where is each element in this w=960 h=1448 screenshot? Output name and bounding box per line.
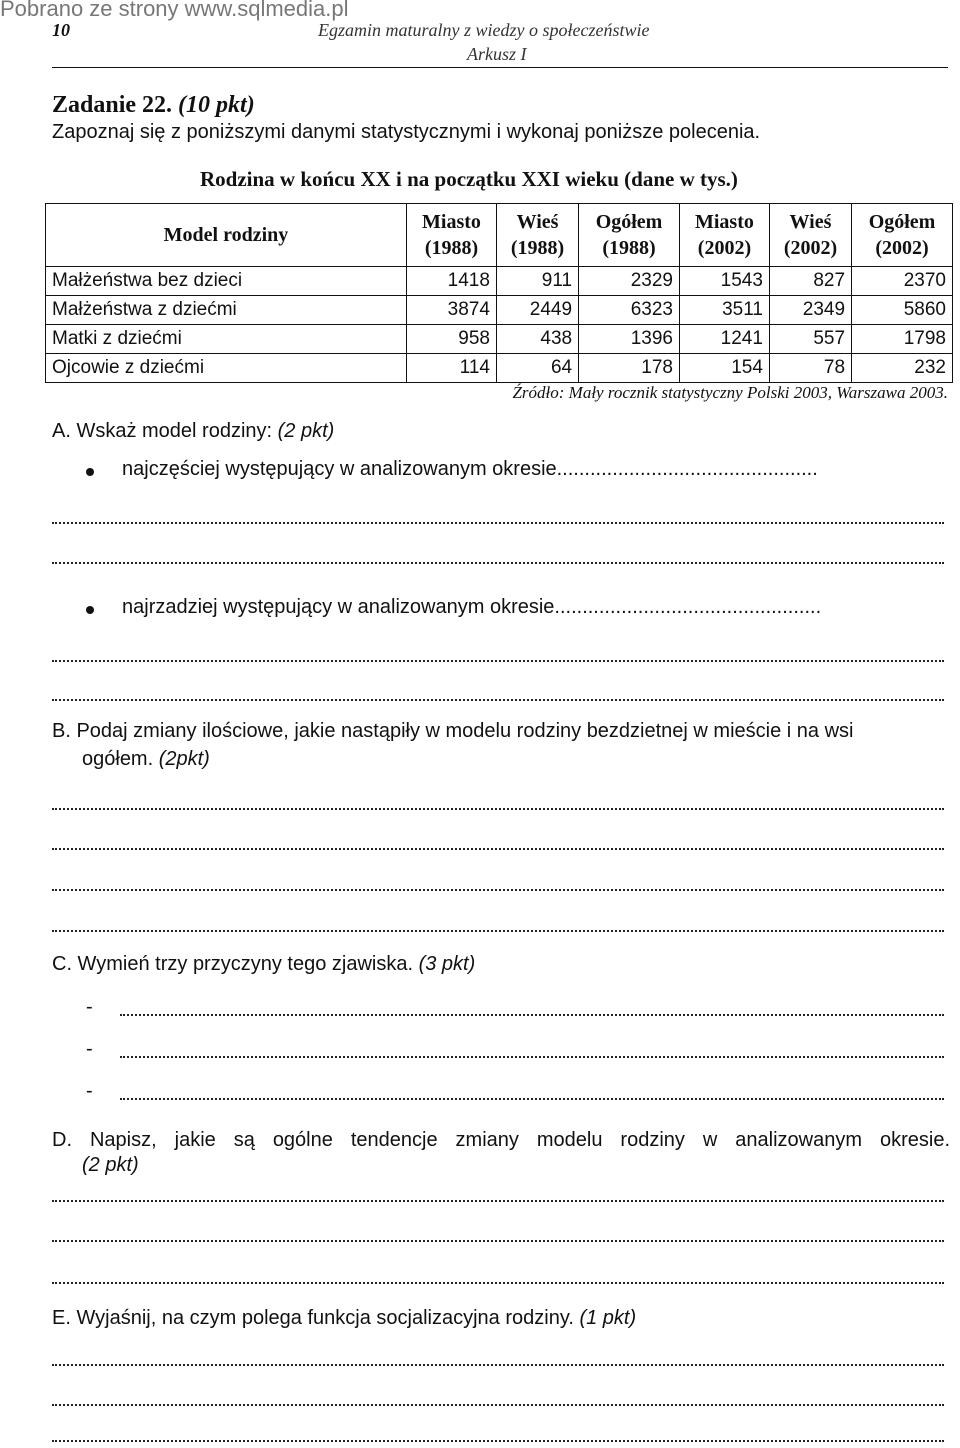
task-heading xyxy=(52,92,255,119)
question-b-points: (2pkt) xyxy=(158,748,210,770)
answer-line[interactable] xyxy=(120,1056,944,1058)
bullet-icon xyxy=(86,606,94,614)
watermark: Pobrano ze strony www.sqlmedia.pl xyxy=(0,0,349,21)
answer-line[interactable] xyxy=(52,1364,944,1366)
table-cell: 5860 xyxy=(852,296,953,325)
table-header-row xyxy=(46,204,953,267)
answer-line[interactable] xyxy=(52,1440,944,1442)
table-cell: 3874 xyxy=(407,296,497,325)
header-rule xyxy=(52,67,948,68)
table-cell: 557 xyxy=(769,325,851,354)
family-statistics-table xyxy=(45,203,953,383)
answer-line[interactable] xyxy=(52,522,944,524)
header-cell: Wieś (2002) xyxy=(769,204,851,267)
table-cell: 178 xyxy=(579,354,680,383)
row-label: Matki z dziećmi xyxy=(46,325,407,354)
answer-dash: - xyxy=(86,1038,93,1060)
answer-dash: - xyxy=(86,996,93,1018)
table-cell: 2349 xyxy=(769,296,851,325)
question-d-points: (2 pkt) xyxy=(82,1154,139,1176)
row-label: Małżeństwa z dziećmi xyxy=(46,296,407,325)
table-cell: 827 xyxy=(769,267,851,296)
table-cell: 1396 xyxy=(579,325,680,354)
answer-line[interactable] xyxy=(52,1200,944,1202)
exam-title: Egzamin maturalny z wiedzy o społeczeństwie xyxy=(318,20,650,40)
table-cell: 6323 xyxy=(579,296,680,325)
table-cell: 1418 xyxy=(407,267,497,296)
table-cell: 64 xyxy=(496,354,578,383)
answer-line[interactable] xyxy=(52,808,944,810)
header-model: Model rodziny xyxy=(46,204,407,267)
task-intro: Zapoznaj się z poniższymi danymi statystycznymi i wykonaj poniższe polecenia. xyxy=(52,121,761,143)
answer-dash: - xyxy=(86,1080,93,1102)
header-cell: Ogółem (1988) xyxy=(579,204,680,267)
header-cell: Ogółem (2002) xyxy=(852,204,953,267)
question-a-least-common: najrzadziej występujący w analizowanym okresie................................................ xyxy=(122,596,822,618)
table-title: Rodzina w końcu XX i na początku XXI wieku (dane w tys.) xyxy=(200,167,738,191)
answer-line[interactable] xyxy=(52,699,944,701)
row-label: Ojcowie z dziećmi xyxy=(46,354,407,383)
question-b-line2 xyxy=(82,748,210,771)
bullet-icon xyxy=(86,468,94,476)
answer-line[interactable] xyxy=(52,562,944,564)
table-cell: 911 xyxy=(496,267,578,296)
question-d-text: D. Napisz, jakie są ogólne tendencje zmiany modelu rodziny w analizowanym okresie. xyxy=(52,1129,950,1151)
table-source: Źródło: Mały rocznik statystyczny Polski 2003, Warszawa 2003. xyxy=(512,383,948,402)
answer-line[interactable] xyxy=(52,930,944,932)
task-title: Zadanie 22. xyxy=(52,92,173,118)
answer-line[interactable] xyxy=(52,1240,944,1242)
table-cell: 958 xyxy=(407,325,497,354)
answer-line[interactable] xyxy=(52,1404,944,1406)
answer-line[interactable] xyxy=(52,660,944,662)
answer-line[interactable] xyxy=(120,1098,944,1100)
question-e-text: E. Wyjaśnij, na czym polega funkcja socjalizacyjna rodziny. xyxy=(52,1307,574,1329)
table-cell: 78 xyxy=(769,354,851,383)
table-row xyxy=(46,325,953,354)
question-c-points: (3 pkt) xyxy=(418,953,476,975)
table-cell: 2449 xyxy=(496,296,578,325)
table-cell: 1798 xyxy=(852,325,953,354)
table-cell: 232 xyxy=(852,354,953,383)
table-row xyxy=(46,267,953,296)
table-cell: 2370 xyxy=(852,267,953,296)
table-cell: 114 xyxy=(407,354,497,383)
header-cell: Miasto (1988) xyxy=(407,204,497,267)
answer-line[interactable] xyxy=(52,848,944,850)
table-cell: 1241 xyxy=(679,325,769,354)
question-e xyxy=(52,1307,636,1330)
table-row xyxy=(46,354,953,383)
question-c-text: C. Wymień trzy przyczyny tego zjawiska. xyxy=(52,953,414,975)
question-e-points: (1 pkt) xyxy=(579,1307,637,1329)
task-points: (10 pkt) xyxy=(178,92,255,118)
header-cell: Wieś (1988) xyxy=(496,204,578,267)
answer-line[interactable] xyxy=(52,1282,944,1284)
sheet-label: Arkusz I xyxy=(467,44,527,64)
answer-line[interactable] xyxy=(120,1014,944,1016)
row-label: Małżeństwa bez dzieci xyxy=(46,267,407,296)
table-cell: 438 xyxy=(496,325,578,354)
question-c xyxy=(52,953,475,976)
table-cell: 2329 xyxy=(579,267,680,296)
page-number: 10 xyxy=(52,20,70,40)
table-row xyxy=(46,296,953,325)
question-b-line1: B. Podaj zmiany ilościowe, jakie nastąpiły w modelu rodziny bezdzietnej w mieście i na wsi xyxy=(52,720,854,742)
table-cell: 3511 xyxy=(679,296,769,325)
table-cell: 154 xyxy=(679,354,769,383)
table-cell: 1543 xyxy=(679,267,769,296)
header-cell: Miasto (2002) xyxy=(679,204,769,267)
question-a xyxy=(52,420,334,443)
question-a-most-common: najczęściej występujący w analizowanym okresie............................................... xyxy=(122,458,818,480)
answer-line[interactable] xyxy=(52,889,944,891)
question-a-points: (2 pkt) xyxy=(277,420,335,442)
question-b-text: ogółem. xyxy=(82,748,154,770)
question-a-text: A. Wskaż model rodziny: xyxy=(52,420,273,442)
